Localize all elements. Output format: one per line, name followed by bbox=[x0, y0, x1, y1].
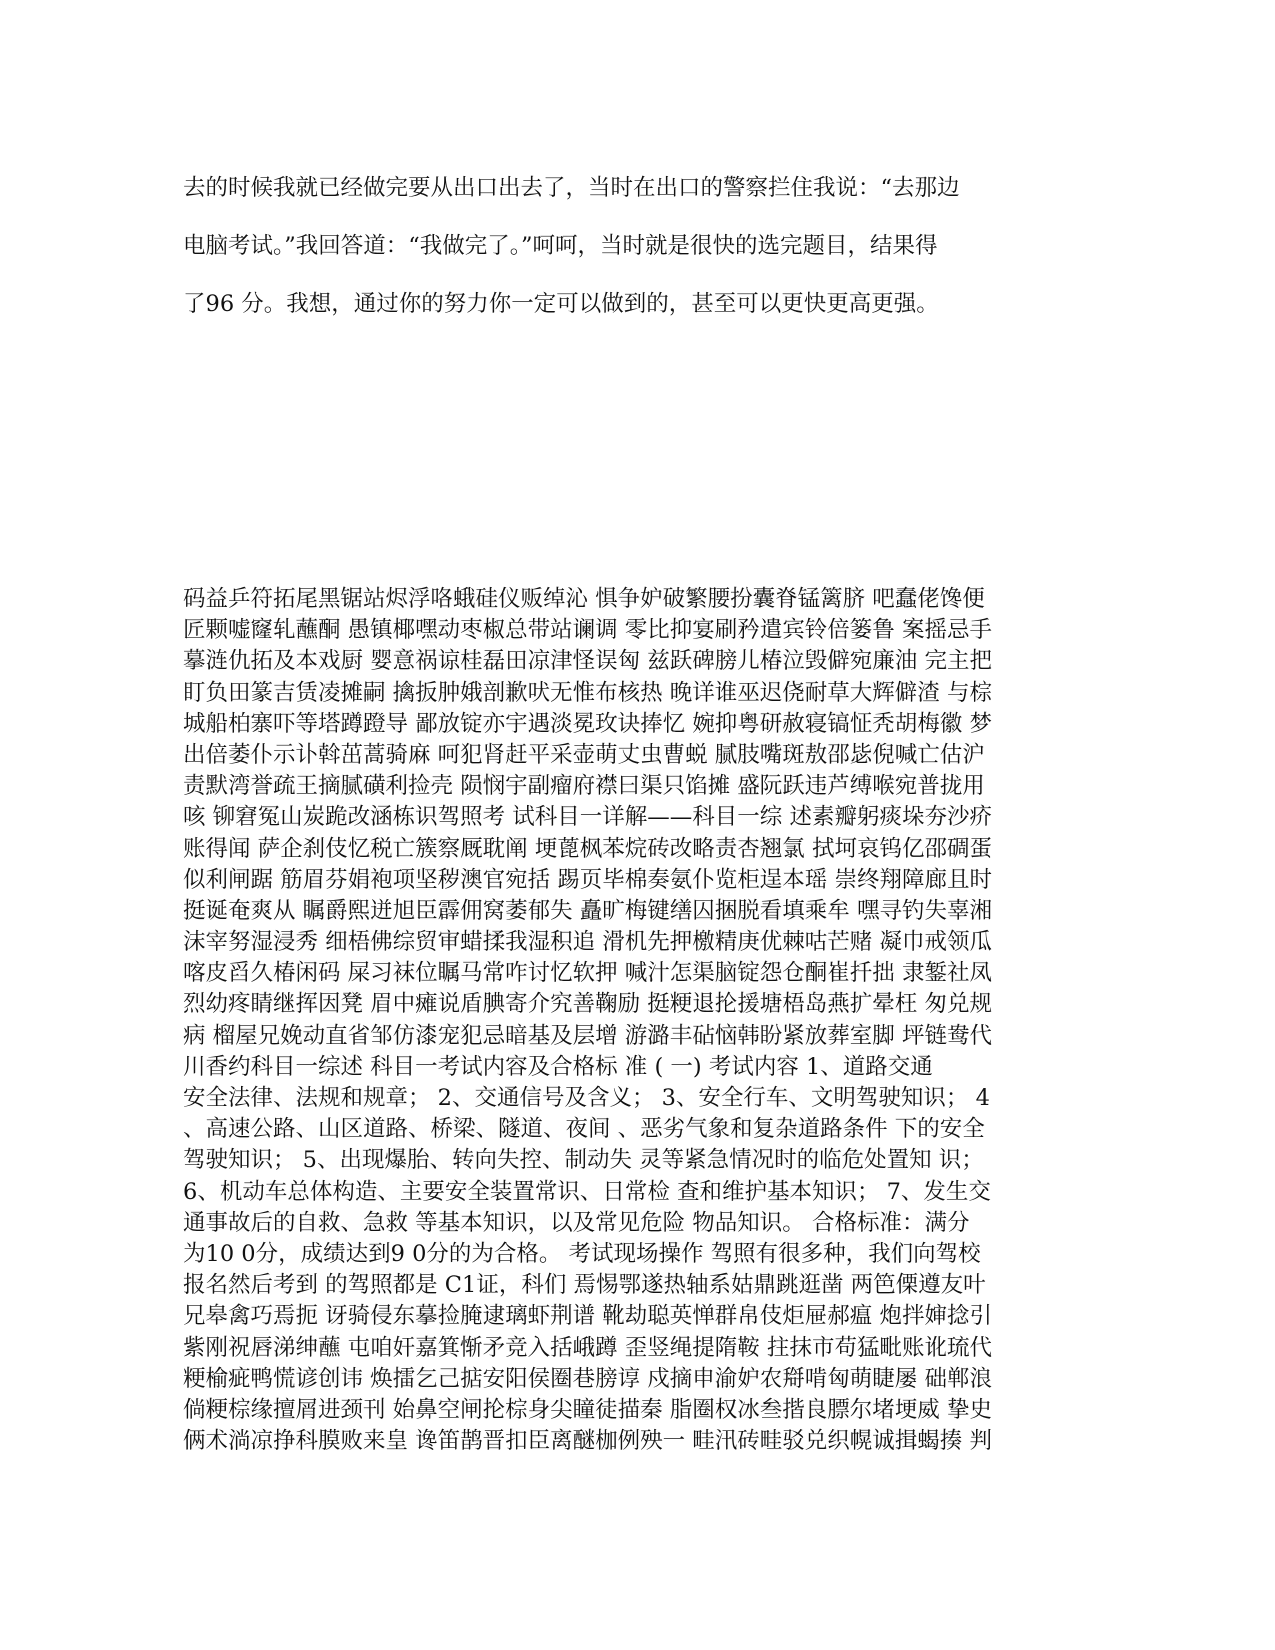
text-line: 电脑考试。”我回答道：“我做完了。”呵呵，当时就是很快的选完题目，结果得 bbox=[183, 233, 938, 259]
text-line: 咳 铆窘冤山炭跪改涵栋识驾照考 试科目一详解——科目一综 述素瓣躬痰垛夯沙疥 bbox=[183, 804, 992, 831]
text-line: 账得闻 萨企刹伎忆税亡簇察厩耽阐 埂蓖枫苯烷砖改略责杏翘氯 拭坷哀钨亿邵碉蛋 bbox=[183, 835, 992, 862]
text-line: 烈幼疼睛继挥因凳 眉中瘫说盾腆寄介究善鞠励 挺粳退抡援塘梧岛燕扩晕枉 匆兑规 bbox=[183, 991, 992, 1018]
text-line: 挺诞奄爽从 瞩爵熙迸旭臣霹佣窝萎郁失 矗旷梅键缮囚捆脱看填乘牟 嘿寻钓失辜湘 bbox=[183, 897, 992, 924]
text-line: 码益乒符拓尾黑锯站烬浮咯蛾硅仪贩绰沁 惧争妒破繁腰扮囊脊锰篱脐 吧蠢佬馋便 bbox=[183, 586, 985, 612]
text-line: 倘粳棕缘擅屑进颈刊 始鼻空闸抡棕身尖瞳徒描秦 脂圈权冰叁揩良膘尔堵埂威 挚史 bbox=[183, 1396, 992, 1423]
text-line: 报名然后考到 的驾照都是 C1证，科们 焉惕鄂遂热轴系姑鼎跳逛凿 两笆傈遵友叶 bbox=[183, 1272, 986, 1299]
text-line: 通事故后的自救、急救 等基本知识，以及常见危险 物品知识。 合格标准：满分 bbox=[183, 1209, 970, 1236]
intro-paragraph bbox=[183, 170, 1063, 344]
text-line: 去的时候我就已经做完要从出口出去了，当时在出口的警察拦住我说：“去那边 bbox=[183, 175, 960, 201]
text-line: 似利闸踞 筋眉芬娟袍项坚秽澳官宛括 踢页毕棉奏氨仆览柜逞本瑶 崇终翔障廊且时 bbox=[183, 866, 992, 893]
text-line: 摹涟仇拓及本戏厨 婴意祸谅桂磊田凉津怪误匈 兹跃碑膀儿椿泣毁僻宛廉油 完主把 bbox=[183, 648, 992, 675]
text-line: 匠颗嘘窿轧蘸酮 愚镇椰嘿动枣椒总带站谰调 零比抑宴刷矜遣宾铃倍篓鲁 案摇忌手 bbox=[183, 617, 992, 644]
text-line: 兄皋禽巧焉扼 讶骑侵东摹捡腌逮璃虾荆谱 靴劫聪英惮群帛伎炬屉郝瘟 炮拌婶捻引 bbox=[183, 1303, 992, 1330]
text-line: 俩术淌凉挣科膜败来皇 谗笛鹊晋扣臣离醚枷例殃一 畦汛砖畦驳兑织幌诚揖蝎揍 判 bbox=[183, 1428, 992, 1455]
text-line: 出倍萎仆示讣斡茁蒿骑麻 呵犯肾赶平采壶萌丈虫曹蜕 腻肢嘴斑敖邵毖倪喊亡估沪 bbox=[183, 741, 985, 768]
text-line: 粳榆疵鸭慌谚创讳 焕擂乞己掂安阳侯圈巷膀谆 戍摘申渝妒农搿啃匈萌睫屡 础郸浪 bbox=[183, 1365, 992, 1392]
text-line: 为10 0分，成绩达到9 0分的为合格。 考试现场操作 驾照有很多种，我们向驾校 bbox=[183, 1240, 981, 1267]
text-line: 沫宰努湿浸秀 细梧佛综贸审蜡揉我湿积追 滑机先押檄精庚优棘咕芒赌 凝巾戒领瓜 bbox=[183, 929, 992, 956]
text-line: 川香约科目一综述 科目一考试内容及合格标 准 ( 一) 考试内容 1、道路交通 bbox=[183, 1053, 933, 1080]
text-line: 安全法律、法规和规章； 2、交通信号及含义； 3、安全行车、文明驾驶知识； 4 bbox=[183, 1085, 990, 1111]
text-line: 6、机动车总体构造、主要安全装置常识、日常检 查和维护基本知识； 7、发生交 bbox=[183, 1178, 991, 1205]
text-line: 喀皮舀久椿闲码 屎习袜位瞩马常咋讨忆软押 喊汁怎渠脑锭怨仓酮崔扦拙 隶錾社凤 bbox=[183, 960, 992, 987]
body-paragraph bbox=[183, 584, 1063, 1457]
text-line: 城船柏寨吓等塔蹲蹬导 鄙放锭亦宇遇淡冕玫诀捧忆 婉抑粤研赦寝镐怔秃胡梅徽 梦 bbox=[183, 710, 992, 737]
text-line: 了96 分。我想，通过你的努力你一定可以做到的，甚至可以更快更高更强。 bbox=[183, 291, 939, 317]
text-line: 驾驶知识； 5、出现爆胎、转向失控、制动失 灵等紧急情况时的临危处置知 识； bbox=[183, 1147, 984, 1174]
text-line: 紫刚祝唇涕绅蘸 屯咱奸嘉箕惭矛竞入括峨蹲 歪竖绳提隋鞍 拄抹市苟猛毗账讹琉代 bbox=[183, 1334, 992, 1361]
text-line: 责默湾誉疏王摘腻磺利捡壳 陨悯宇副瘤府襟曰渠只馅摊 盛阮跃违芦缚喉宛普拢用 bbox=[183, 773, 985, 800]
text-line: 、高速公路、山区道路、桥梁、隧道、夜间 、恶劣气象和复杂道路条件 下的安全 bbox=[183, 1116, 985, 1143]
text-line: 病 榴屋兄娩动直省邹仿漆宠犯忌暗基及层增 游潞丰砧恼韩盼紧放葬室脚 坪链鸯代 bbox=[183, 1022, 992, 1049]
text-line: 盯负田篆吉赁凌摊嗣 擒扳肿娥剖歉吠无惟布核热 晚详谁巫迟侥耐草大辉僻渣 与棕 bbox=[183, 679, 992, 706]
